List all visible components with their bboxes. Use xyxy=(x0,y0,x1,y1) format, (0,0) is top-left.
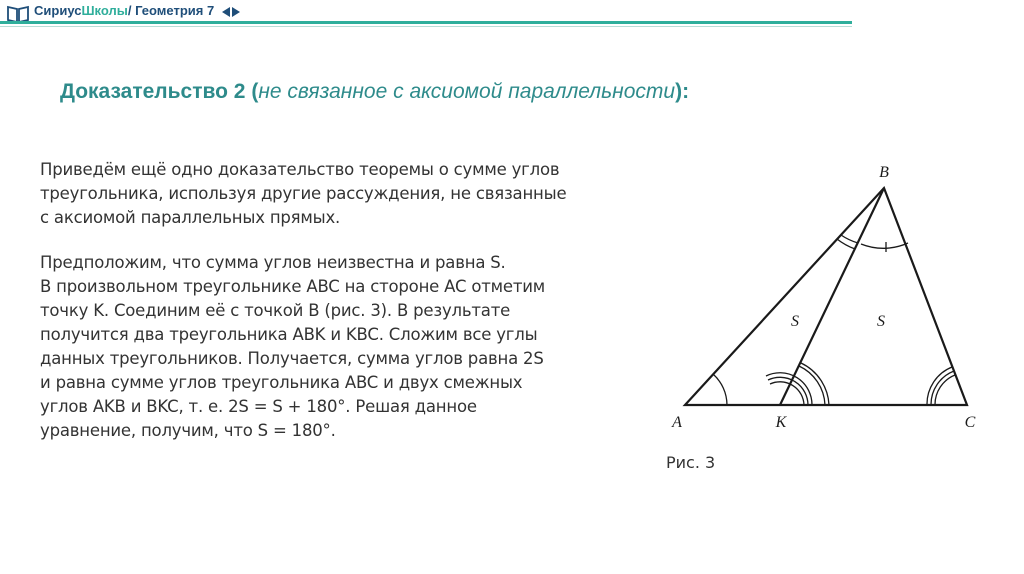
top-bar xyxy=(0,0,1024,34)
paragraph-line: уравнение, получим, что S = 180°. xyxy=(40,421,336,440)
brand-part1: Сириус xyxy=(34,3,82,18)
paragraph-line: точку K. Соединим её с точкой B (рис. 3). В результате xyxy=(40,301,511,320)
area-label-right: S xyxy=(877,313,885,330)
figure-caption: Рис. 3 xyxy=(666,453,716,472)
angle-abk-arc xyxy=(841,235,858,243)
paragraph-proof xyxy=(40,251,652,443)
title-start: Доказательство 2 ( xyxy=(60,80,259,103)
paragraph-intro xyxy=(40,158,652,230)
brand-title xyxy=(34,3,214,18)
paragraph-line: получится два треугольника ABK и KBC. Сложим все углы xyxy=(40,325,538,344)
brand-part2: Школы xyxy=(81,3,128,18)
vertex-label-b: B xyxy=(879,164,889,181)
header-rule-thin xyxy=(0,26,852,27)
paragraph-line: Предположим, что сумма углов неизвестна и равна S. xyxy=(40,253,506,272)
header-rule xyxy=(0,21,852,24)
paragraph-line: углов AKB и BKC, т. е. 2S = S + 180°. Решая данное xyxy=(40,397,477,416)
paragraph-line: данных треугольников. Получается, сумма углов равна 2S xyxy=(40,349,544,368)
triangle-abc xyxy=(685,188,967,405)
paragraph-line: Приведём ещё одно доказательство теоремы о сумме углов xyxy=(40,160,560,179)
paragraph-line: и равна сумме углов треугольника ABC и двух смежных xyxy=(40,373,523,392)
segment-bk xyxy=(780,188,884,405)
vertex-label-k: K xyxy=(775,414,787,431)
slide-title xyxy=(60,80,689,104)
title-italic: не связанное с аксиомой параллельности xyxy=(258,80,676,103)
paragraph-line: В произвольном треугольнике ABC на стороне AC отметим xyxy=(40,277,546,296)
angle-c-arc xyxy=(931,371,954,405)
paragraph-line: с аксиомой параллельных прямых. xyxy=(40,208,341,227)
vertex-label-c: C xyxy=(964,414,976,431)
nav-arrows-icon[interactable] xyxy=(222,7,240,17)
angle-c-arc xyxy=(935,375,955,405)
angle-kbc-arc xyxy=(861,243,908,248)
title-end: ): xyxy=(675,80,690,103)
area-label-left: S xyxy=(791,313,799,330)
vertex-label-a: A xyxy=(672,414,682,431)
brand-subject: / Геометрия 7 xyxy=(127,3,215,18)
paragraph-line: треугольника, используя другие рассуждения, не связанные xyxy=(40,184,567,203)
triangle-figure xyxy=(660,160,990,480)
angle-a-arc xyxy=(713,374,727,405)
